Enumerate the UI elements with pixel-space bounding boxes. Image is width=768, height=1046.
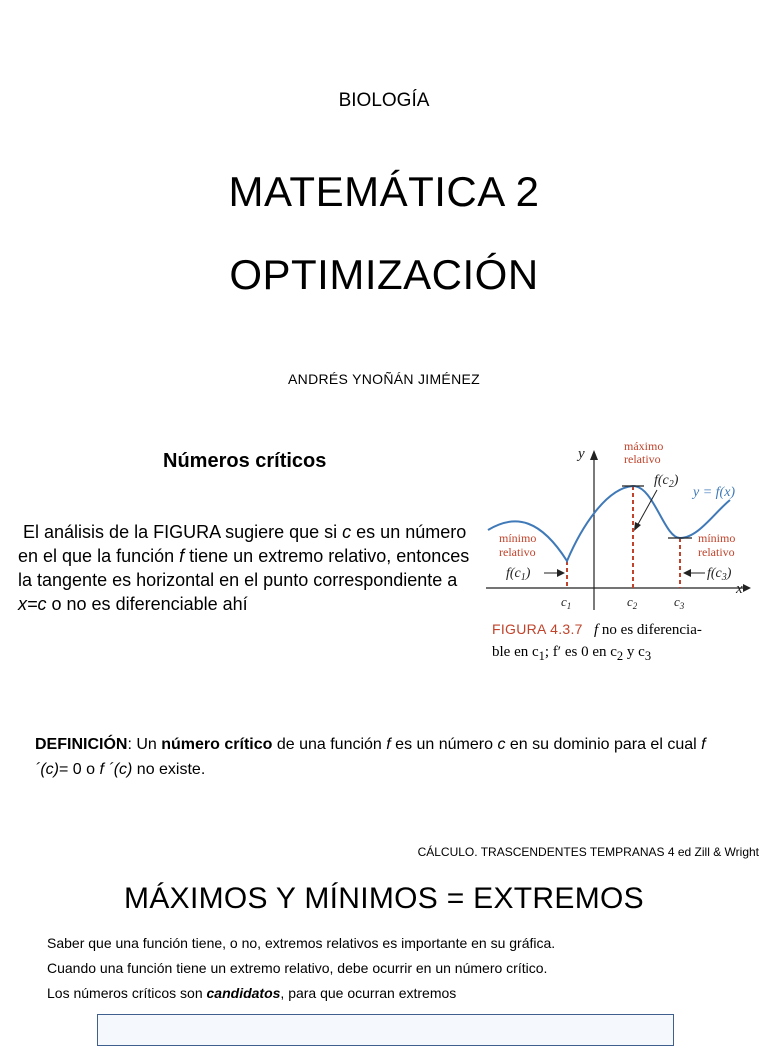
definition-var-f: f	[386, 736, 391, 753]
extremos-line-1: Saber que una función tiene, o no, extremos relativos es importante en su gráfica.	[47, 935, 556, 951]
curve-label: y = f(x)	[693, 485, 736, 500]
max-label-line1: máximo	[624, 439, 664, 453]
f-c1-label: $f(c_1)$	[506, 566, 531, 583]
variable-x-eq-c: x=c	[18, 594, 47, 614]
caption-var-f: f	[594, 622, 599, 638]
subject-title: BIOLOGÍA	[338, 90, 430, 111]
y-axis-label: y	[578, 446, 585, 462]
section-heading-critical-numbers: Números críticos	[163, 450, 327, 472]
min-left-label-line1: mínimo	[499, 531, 537, 545]
paragraph-text: o no es diferenciable ahí	[46, 594, 248, 614]
caption-text: y c	[623, 644, 645, 660]
function-graph	[486, 438, 768, 618]
caption-sub: 3	[644, 649, 652, 663]
critical-points-figure	[486, 438, 768, 670]
extremos-text: Los números críticos son	[47, 985, 207, 1001]
f-c2-arrow-icon	[634, 522, 641, 531]
topic-title: OPTIMIZACIÓN	[229, 251, 539, 298]
variable-c: c	[342, 522, 352, 542]
definition-text: no existe.	[132, 761, 206, 778]
paragraph-text: tiene un extremo relativo, entonces la tangente es horizontal en el punto correspondiente a	[18, 546, 470, 590]
tick-c1: $c_1$	[561, 594, 572, 611]
f-c1-arrow-icon	[557, 569, 565, 577]
extremos-emphasis: candidatos	[206, 985, 281, 1001]
paragraph-text: es un número en el que la función	[18, 522, 467, 566]
definition-text: = 0 o	[58, 761, 100, 778]
definition-fprime: f ´(c)	[35, 736, 706, 778]
author-name: ANDRÉS YNOÑÁN JIMÉNEZ	[288, 371, 480, 387]
f-c3-arrow-icon	[683, 569, 691, 577]
critical-numbers-paragraph	[18, 520, 470, 616]
definition-fprime: f ´(c)	[99, 761, 133, 778]
theorem-box	[97, 1014, 674, 1046]
definition-text: : Un	[127, 736, 162, 753]
definition-term: número crítico	[161, 736, 273, 753]
tick-c2: $c_2$	[627, 594, 638, 611]
course-title: MATEMÁTICA 2	[228, 168, 540, 215]
definition-var-c: c	[497, 736, 506, 753]
variable-f: f	[179, 546, 185, 566]
definition-text: en su dominio para el cual	[505, 736, 702, 753]
y-axis-arrow-icon	[590, 450, 598, 460]
figure-caption-label: FIGURA 4.3.7	[492, 621, 583, 637]
extremos-line-2: Cuando una función tiene un extremo relativo, debe ocurrir en un número crítico.	[47, 960, 548, 976]
min-left-label-line2: relativo	[499, 545, 536, 559]
tick-c3: $c_3$	[674, 594, 685, 611]
extremos-line-3	[47, 985, 456, 1001]
max-label-line2: relativo	[624, 452, 661, 466]
figure-caption	[492, 618, 762, 667]
caption-text: ble en c	[492, 644, 539, 660]
caption-text: no es diferencia-	[598, 622, 702, 638]
paragraph-text: El análisis de la FIGURA sugiere que si	[23, 522, 343, 542]
definition-paragraph	[35, 732, 735, 782]
min-right-label-line2: relativo	[698, 545, 735, 559]
definition-text: es un número	[390, 736, 498, 753]
f-c3-label: $f(c_3)$	[707, 566, 732, 583]
f-c2-label: $f(c_2)$	[654, 473, 679, 490]
definition-label: DEFINICIÓN	[35, 736, 128, 753]
caption-text: ; f′ es 0 en c	[544, 644, 617, 660]
extremos-text: , para que ocurran extremos	[280, 985, 457, 1001]
min-right-label-line1: mínimo	[698, 531, 736, 545]
caption-sub: 2	[616, 649, 624, 663]
x-axis-label: x	[736, 581, 743, 597]
caption-sub: 1	[538, 649, 545, 663]
definition-text: de una función	[272, 736, 387, 753]
book-citation: CÁLCULO. TRASCENDENTES TEMPRANAS 4 ed Zill & Wright	[417, 845, 759, 859]
section-heading-extremos: MÁXIMOS Y MÍNIMOS = EXTREMOS	[124, 882, 644, 915]
x-axis-arrow-icon	[743, 584, 751, 592]
